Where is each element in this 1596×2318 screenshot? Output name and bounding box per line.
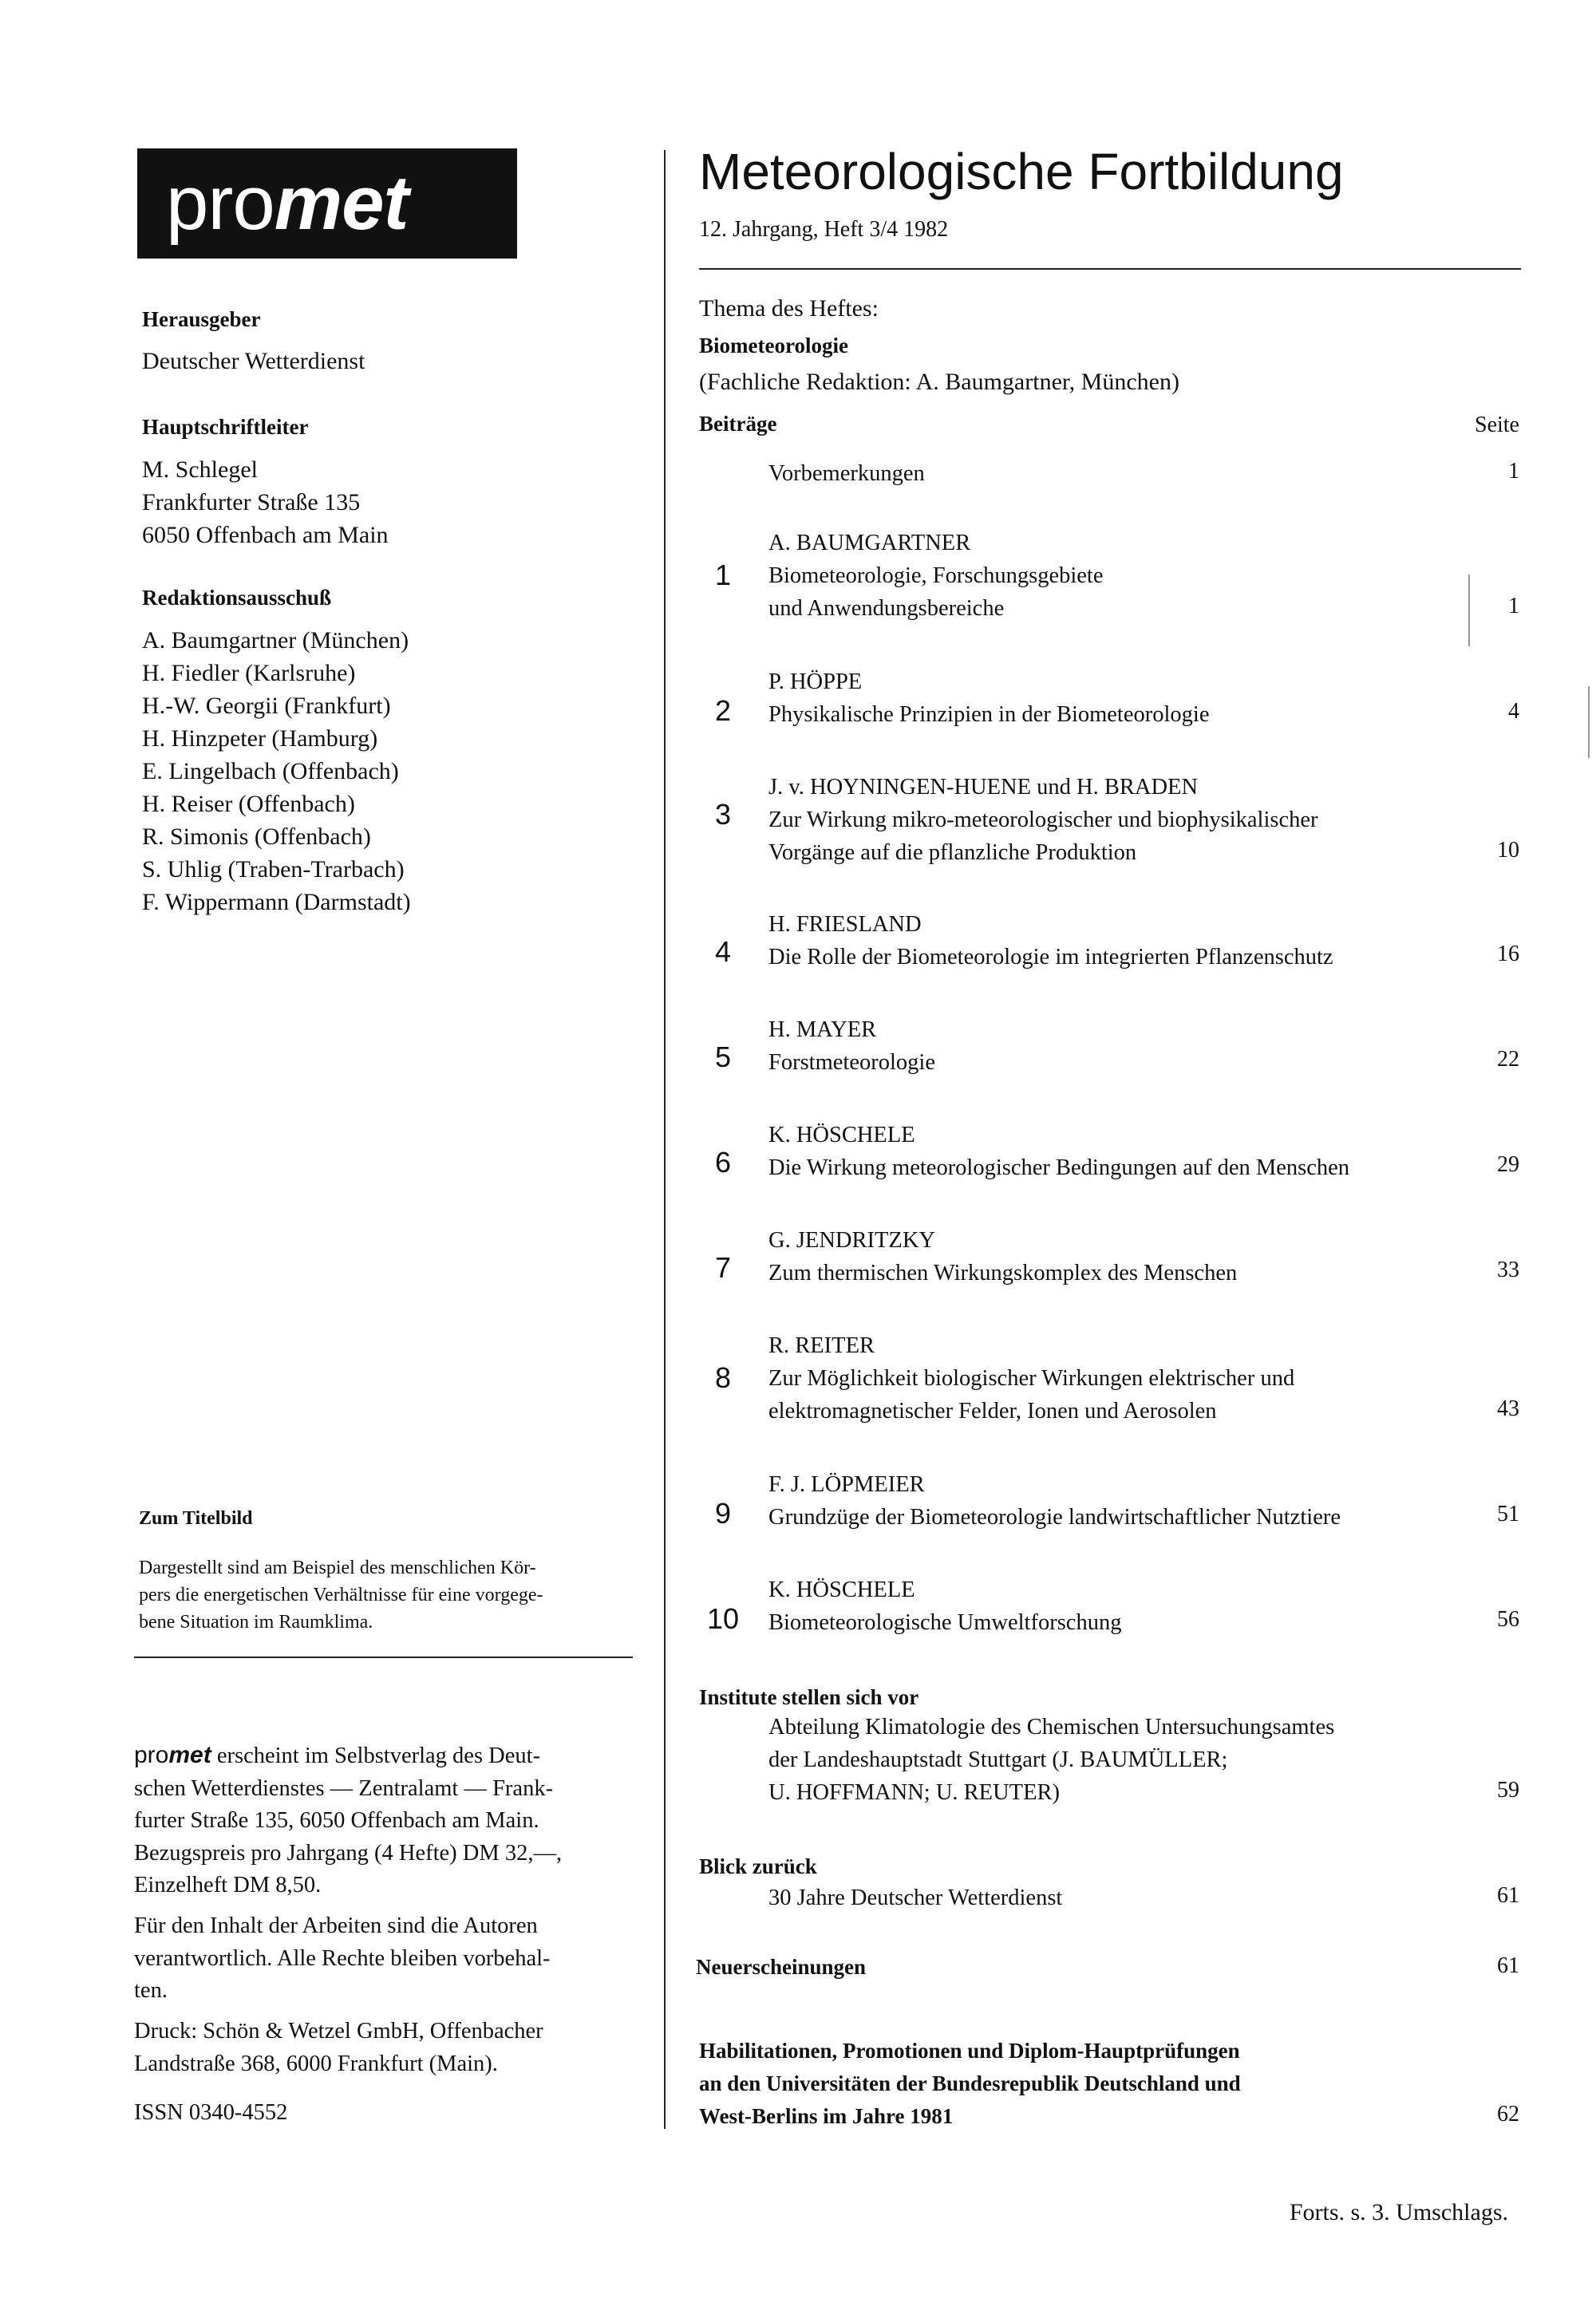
- left-rule: [134, 1657, 633, 1658]
- list-item: H. Reiser (Offenbach): [142, 791, 355, 817]
- toc-entry: H. MAYER Forstmeteorologie: [768, 1017, 935, 1075]
- toc-entry-number: 4: [714, 935, 732, 968]
- toc-entry: F. J. LÖPMEIER Grundzüge der Biometeorologie landwirtschaftlicher Nutztiere: [768, 1472, 1341, 1530]
- toc-page-number: 56: [1497, 1607, 1519, 1632]
- toc-page-number: 10: [1497, 838, 1519, 863]
- list-item: H.-W. Georgii (Frankfurt): [142, 693, 391, 719]
- habilitationen-page: 62: [1497, 2102, 1519, 2126]
- scan-mark: [1468, 575, 1470, 646]
- publisher-info: promet erscheint im Selbstverlag des Deut- schen Wetterdienstes — Zentralamt — Frank- furter Straße 135, 6050 Offenbach am Main. Bezugspreis pro Jahrgang (4 Hefte) DM 32,—, Einzelheft DM 8,50.: [134, 1742, 563, 1897]
- toc-entry-number: 8: [714, 1361, 732, 1394]
- hauptschriftleiter-heading: Hauptschriftleiter: [142, 415, 309, 439]
- toc-entry-vorbemerkungen: Vorbemerkungen: [768, 461, 925, 486]
- list-item: E. Lingelbach (Offenbach): [142, 758, 399, 784]
- herausgeber-value: Deutscher Wetterdienst: [142, 348, 365, 374]
- toc-page-number: 43: [1497, 1396, 1519, 1421]
- issn: ISSN 0340-4552: [134, 2100, 288, 2125]
- continuation-note: Forts. s. 3. Umschlags.: [1289, 2199, 1508, 2225]
- toc-page-number: 51: [1497, 1502, 1519, 1526]
- toc-entry-number: 1: [714, 559, 732, 591]
- institute-page: 59: [1497, 1778, 1519, 1803]
- blick-text: 30 Jahre Deutscher Wetterdienst: [768, 1886, 1063, 1910]
- list-item: H. Hinzpeter (Hamburg): [142, 725, 378, 752]
- column-divider: [664, 150, 666, 2129]
- toc-entry: G. JENDRITZKY Zum thermischen Wirkungskomplex des Menschen: [768, 1228, 1238, 1285]
- titelbild-heading: Zum Titelbild: [139, 1508, 253, 1529]
- list-item: R. Simonis (Offenbach): [142, 823, 371, 850]
- herausgeber-heading: Herausgeber: [142, 307, 261, 331]
- list-item: S. Uhlig (Traben-Trarbach): [142, 856, 405, 883]
- institute-heading: Institute stellen sich vor: [699, 1685, 919, 1709]
- fachliche-redaktion: (Fachliche Redaktion: A. Baumgartner, München): [699, 369, 1179, 395]
- toc-entry: P. HÖPPE Physikalische Prinzipien in der Biometeorologie: [768, 669, 1210, 727]
- toc-entry: H. FRIESLAND Die Rolle der Biometeorologie im integrierten Pflanzenschutz: [768, 912, 1333, 969]
- titelbild-text: Dargestellt sind am Beispiel des menschlichen Kör- pers die energetischen Verhältnisse für eine vorgege- bene Situation im Raumklima.: [139, 1558, 543, 1633]
- habilitationen-heading: Habilitationen, Promotionen und Diplom-Hauptprüfungen an den Universitäten der Bundesrepublik Deutschland und West-Berlins im Jahre 1981: [699, 2039, 1241, 2128]
- list-item: A. Baumgartner (München): [142, 627, 409, 654]
- toc-entry-number: 10: [706, 1602, 740, 1635]
- toc-entry-number: 5: [714, 1041, 732, 1073]
- print-note: Druck: Schön & Wetzel GmbH, Offenbacher Landstraße 368, 6000 Frankfurt (Main).: [134, 2019, 543, 2076]
- toc-entry: K. HÖSCHELE Die Wirkung meteorologischer Bedingungen auf den Menschen: [768, 1123, 1350, 1180]
- thema-title: Biometeorologie: [699, 334, 848, 357]
- neuerscheinungen-heading: Neuerscheinungen: [696, 1955, 867, 1979]
- redaktion-list: [142, 624, 411, 918]
- toc-entry: R. REITER Zur Möglichkeit biologischer Wirkungen elektrischer und elektromagnetischer Felder, Ionen und Aerosolen: [768, 1333, 1295, 1424]
- toc-entry: A. BAUMGARTNER Biometeorologie, Forschungsgebiete und Anwendungsbereiche: [768, 531, 1104, 621]
- toc-entry-number: 7: [714, 1251, 732, 1284]
- toc-entry-number: 3: [714, 798, 732, 831]
- toc-page-number: 4: [1508, 699, 1519, 724]
- toc-page-number: 33: [1497, 1258, 1519, 1282]
- toc-page-number: 29: [1497, 1152, 1519, 1177]
- toc-page-number: 1: [1508, 594, 1519, 618]
- promet-logo: pro met: [137, 148, 517, 259]
- toc-page-vorbemerkungen: 1: [1508, 459, 1519, 484]
- toc-page-number: 16: [1497, 942, 1519, 966]
- page-title: Meteorologische Fortbildung: [699, 143, 1344, 200]
- beitraege-heading: Beiträge: [699, 412, 777, 436]
- thema-label: Thema des Heftes:: [699, 295, 879, 322]
- toc-entry-number: 2: [714, 694, 732, 727]
- list-item: F. Wippermann (Darmstadt): [142, 889, 411, 915]
- neuerscheinungen-page: 61: [1497, 1953, 1519, 1978]
- toc-page-number: 22: [1497, 1047, 1519, 1072]
- toc-entry-number: 6: [714, 1146, 732, 1179]
- authors-note: Für den Inhalt der Arbeiten sind die Autoren verantwortlich. Alle Rechte bleiben vorbehal- ten.: [134, 1913, 551, 2003]
- toc-entry: K. HÖSCHELE Biometeorologische Umweltforschung: [768, 1578, 1122, 1635]
- issue-info: 12. Jahrgang, Heft 3/4 1982: [699, 217, 949, 242]
- seite-heading: Seite: [1475, 413, 1519, 437]
- header-rule: [699, 268, 1521, 270]
- hauptschriftleiter-block: M. Schlegel Frankfurter Straße 135 6050 Offenbach am Main: [142, 456, 389, 548]
- toc-entry: J. v. HOYNINGEN-HUENE und H. BRADEN Zur Wirkung mikro-meteorologischer und biophysikalischer Vorgänge auf die pflanzliche Produktion: [768, 775, 1318, 865]
- institute-text: Abteilung Klimatologie des Chemischen Untersuchungsamtes der Landeshauptstadt Stuttgart (J. BAUMÜLLER; U. HOFFMANN; U. REUTER): [768, 1715, 1335, 1805]
- scan-mark: [1588, 686, 1590, 758]
- blick-heading: Blick zurück: [699, 1854, 817, 1878]
- blick-page: 61: [1497, 1883, 1519, 1908]
- redaktion-heading: Redaktionsausschuß: [142, 586, 332, 610]
- toc-entry-number: 9: [714, 1497, 732, 1530]
- list-item: H. Fiedler (Karlsruhe): [142, 660, 356, 686]
